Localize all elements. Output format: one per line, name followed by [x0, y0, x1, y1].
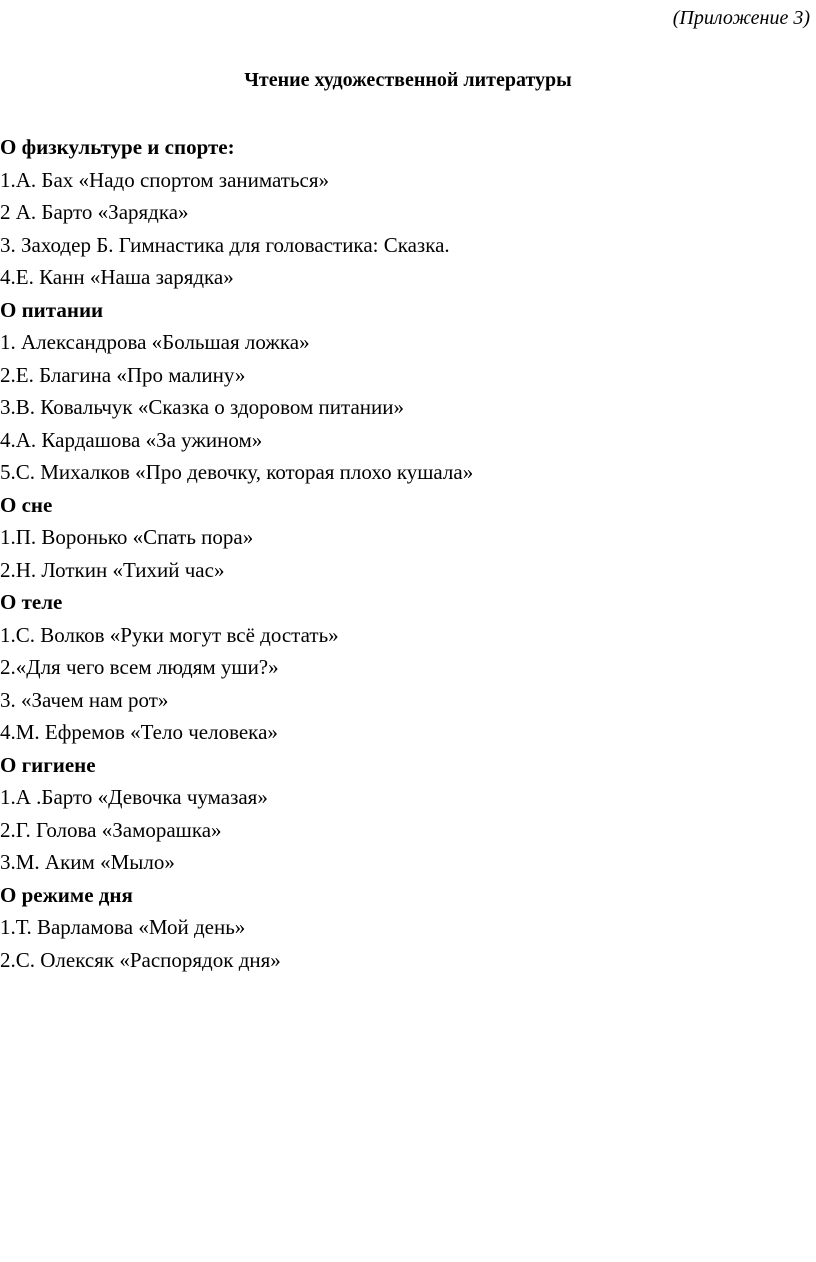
list-item: 4.Е. Канн «Наша зарядка» — [0, 265, 234, 289]
list-item: 2.Е. Благина «Про малину» — [0, 362, 246, 387]
list-item: 3.М. Аким «Мыло» — [0, 850, 175, 874]
list-item: 4.А. Кардашова «За ужином» — [0, 427, 263, 452]
list-item: 1.А. Бах «Надо спортом заниматься» — [0, 167, 330, 192]
list-item: 2.«Для чего всем людям уши?» — [0, 655, 279, 679]
page-title: Чтение художественной литературы — [244, 69, 572, 91]
section-heading: О сне — [0, 492, 53, 517]
list-item: 3.В. Ковальчук «Сказка о здоровом питании» — [0, 395, 405, 419]
reading-list — [0, 131, 810, 976]
section-heading: О питании — [0, 297, 104, 322]
section-daily-routine — [0, 879, 810, 977]
list-item: 5.С. Михалков «Про девочку, которая плохо кушала» — [0, 460, 474, 484]
appendix-label: (Приложение 3) — [672, 7, 810, 29]
list-item: 1.П. Воронько «Спать пора» — [0, 525, 254, 549]
list-item: 1.С. Волков «Руки могут всё достать» — [0, 622, 339, 647]
list-item: 2 А. Барто «Зарядка» — [0, 200, 189, 224]
list-item: 2.Г. Голова «Заморашка» — [0, 817, 222, 842]
section-heading: О теле — [0, 590, 63, 614]
list-item: 1.Т. Варламова «Мой день» — [0, 915, 246, 939]
list-item: 1.А .Барто «Девочка чумазая» — [0, 785, 268, 809]
list-item: 3. «Зачем нам рот» — [0, 687, 169, 712]
section-hygiene — [0, 749, 810, 879]
list-item: 4.М. Ефремов «Тело человека» — [0, 720, 278, 744]
list-item: 2.Н. Лоткин «Тихий час» — [0, 557, 225, 582]
section-heading: О физкультуре и спорте: — [0, 135, 235, 159]
list-item: 3. Заходер Б. Гимнастика для головастика: Сказка. — [0, 232, 450, 257]
section-physical-culture — [0, 131, 810, 294]
section-sleep — [0, 489, 810, 587]
section-heading: О гигиене — [0, 752, 96, 777]
section-heading: О режиме дня — [0, 882, 133, 907]
list-item: 2.С. Олексяк «Распорядок дня» — [0, 947, 281, 972]
section-nutrition — [0, 294, 810, 489]
list-item: 1. Александрова «Большая ложка» — [0, 330, 310, 354]
section-body — [0, 586, 810, 749]
